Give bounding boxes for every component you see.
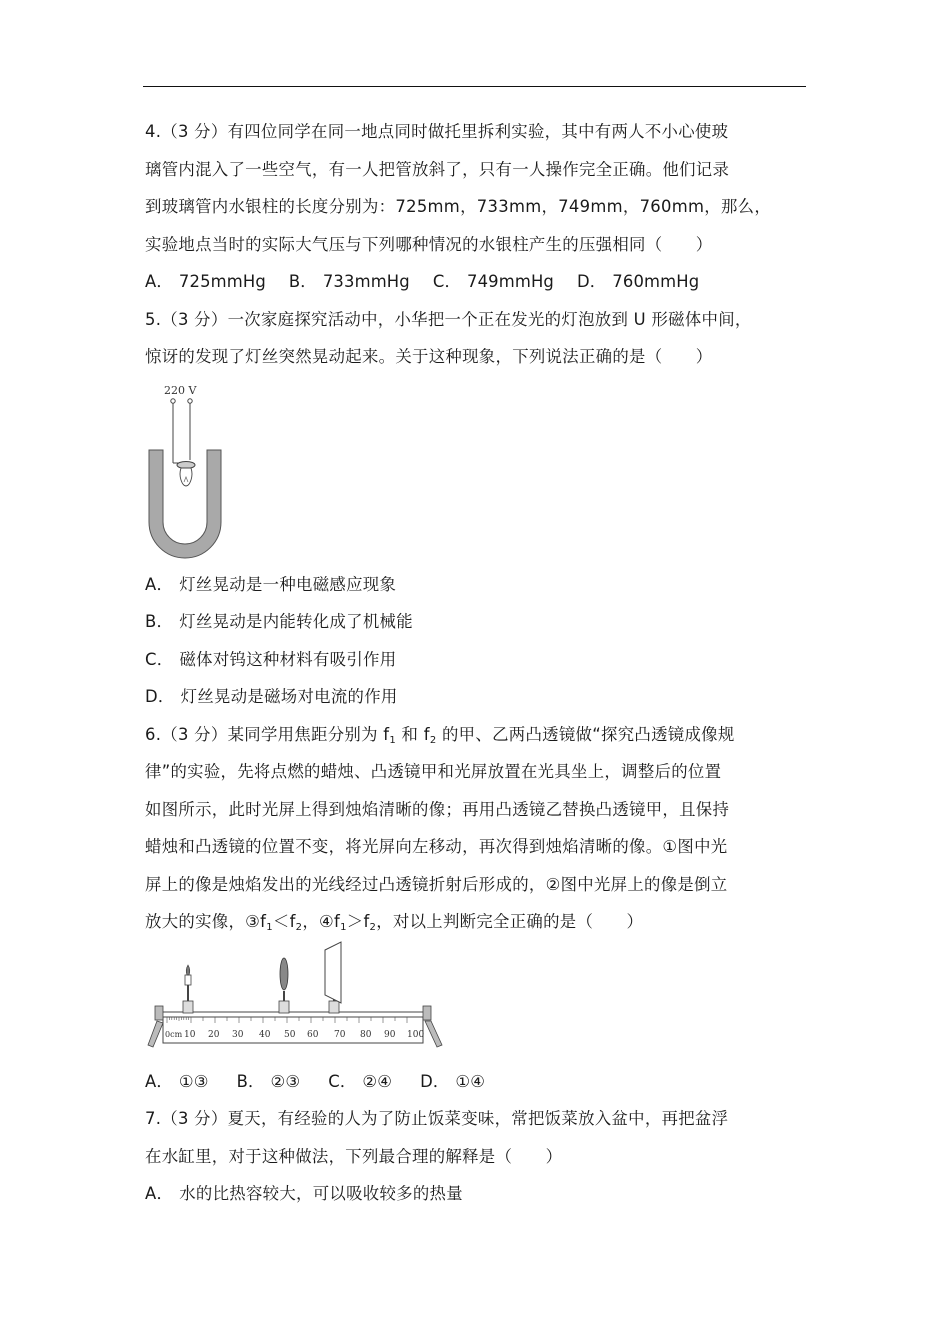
option-c[interactable]: C． 磁体对钨这种材料有吸引作用 bbox=[145, 649, 397, 669]
question-number: 4 bbox=[145, 122, 156, 141]
option-b[interactable]: B． 灯丝晃动是内能转化成了机械能 bbox=[145, 612, 413, 631]
question-6 bbox=[145, 716, 810, 1101]
question-stem-line: 蜡烛和凸透镜的位置不变，将光屏向左移动，再次得到烛焰清晰的像。①图中光 bbox=[145, 837, 728, 856]
voltage-label: 220 V bbox=[164, 383, 197, 397]
question-stem-line: 实验地点当时的实际大气压与下列哪种情况的水银柱产生的压强相同（ ） bbox=[145, 234, 713, 254]
bulb-socket bbox=[177, 461, 195, 468]
question-score: （3 分） bbox=[161, 724, 228, 744]
u-magnet-bulb-diagram bbox=[145, 382, 265, 562]
question-5 bbox=[145, 301, 810, 716]
option-c[interactable]: C． ②④ bbox=[328, 1071, 393, 1091]
question-stem-line: 4.（3 分）有四位同学在同一地点同时做托里拆利实验，其中有两人不小心使玻 bbox=[145, 122, 729, 141]
question-4 bbox=[145, 113, 810, 301]
figure-optical-bench bbox=[145, 941, 445, 1063]
flame-icon bbox=[186, 965, 190, 975]
svg-text:90: 90 bbox=[384, 1029, 396, 1040]
question-number: 6 bbox=[145, 724, 156, 744]
convex-lens bbox=[279, 958, 289, 1013]
option-a[interactable]: A． ①③ bbox=[145, 1071, 209, 1091]
option-a[interactable]: A． 水的比热容较大，可以吸收较多的热量 bbox=[145, 1184, 463, 1203]
question-stem-line: 惊讶的发现了灯丝突然晃动起来。关于这种现象，下列说法正确的是（ ） bbox=[145, 347, 713, 366]
question-stem-line: 在水缸里，对于这种做法，下列最合理的解释是（ ） bbox=[145, 1146, 563, 1166]
question-score: （3 分） bbox=[161, 1109, 228, 1128]
svg-text:60: 60 bbox=[307, 1029, 319, 1040]
option-a[interactable]: A． 725mmHg bbox=[145, 272, 266, 291]
svg-text:100: 100 bbox=[407, 1029, 425, 1040]
options-row bbox=[145, 1063, 810, 1101]
question-stem-line: 7.（3 分）夏天，有经验的人为了防止饭菜变味，常把饭菜放入盆中，再把盆浮 bbox=[145, 1109, 729, 1128]
option-d[interactable]: D． ①④ bbox=[420, 1071, 486, 1091]
svg-text:50: 50 bbox=[284, 1029, 296, 1040]
option-b[interactable]: B． 733mmHg bbox=[288, 272, 410, 291]
question-number: 7 bbox=[145, 1109, 156, 1128]
svg-text:10: 10 bbox=[184, 1029, 196, 1040]
question-stem-line: 5.（3 分）一次家庭探究活动中，小华把一个正在发光的灯泡放到 U 形磁体中间， bbox=[145, 309, 752, 329]
svg-text:70: 70 bbox=[334, 1029, 346, 1040]
header-rule bbox=[143, 86, 806, 87]
options-row bbox=[145, 263, 810, 301]
option-d[interactable]: D． 760mmHg bbox=[576, 272, 700, 291]
svg-text:30: 30 bbox=[232, 1029, 244, 1040]
candle bbox=[183, 965, 193, 1013]
question-stem-line: 律”的实验，先将点燃的蜡烛、凸透镜甲和光屏放置在光具坐上，调整后的位置 bbox=[145, 762, 722, 781]
figure-bulb-magnet bbox=[145, 382, 265, 562]
exam-page bbox=[145, 113, 810, 1213]
option-b[interactable]: B． ②③ bbox=[236, 1071, 301, 1091]
question-score: （3 分） bbox=[161, 309, 228, 329]
optical-bench-diagram bbox=[145, 941, 445, 1063]
svg-text:20: 20 bbox=[208, 1029, 220, 1040]
question-stem-line: 放大的实像，$③f_1<f_2$，$④f_1>f_2$，对以上判断完全正确的是（ ） bbox=[145, 912, 644, 933]
svg-text:40: 40 bbox=[259, 1029, 271, 1040]
question-stem-line: 如图所示，此时光屏上得到烛焰清晰的像；再用凸透镜乙替换凸透镜甲，且保持 bbox=[145, 799, 730, 819]
unit-label: 0cm bbox=[165, 1029, 183, 1039]
question-score: （3 分） bbox=[161, 122, 228, 141]
question-number: 5 bbox=[145, 309, 156, 329]
question-stem-line: 到玻璃管内水银柱的长度分别为：725mm，733mm，749mm，760mm，那么， bbox=[145, 197, 772, 216]
question-7 bbox=[145, 1100, 810, 1213]
question-stem-line: 6.（3 分）某同学用焦距分别为 $f_1$ 和 $f_2$ 的甲、乙两凸透镜做“探究凸透镜成像规 bbox=[145, 724, 735, 746]
option-c[interactable]: C． 749mmHg bbox=[432, 272, 554, 291]
option-d[interactable]: D． 灯丝晃动是磁场对电流的作用 bbox=[145, 687, 398, 706]
option-a[interactable]: A． 灯丝晃动是一种电磁感应现象 bbox=[145, 574, 397, 594]
svg-text:80: 80 bbox=[360, 1029, 372, 1040]
question-stem-line: 屏上的像是烛焰发出的光线经过凸透镜折射后形成的，②图中光屏上的像是倒立 bbox=[145, 874, 728, 894]
light-screen bbox=[325, 942, 341, 1013]
question-stem-line: 璃管内混入了一些空气，有一人把管放斜了，只有一人操作完全正确。他们记录 bbox=[145, 159, 730, 179]
